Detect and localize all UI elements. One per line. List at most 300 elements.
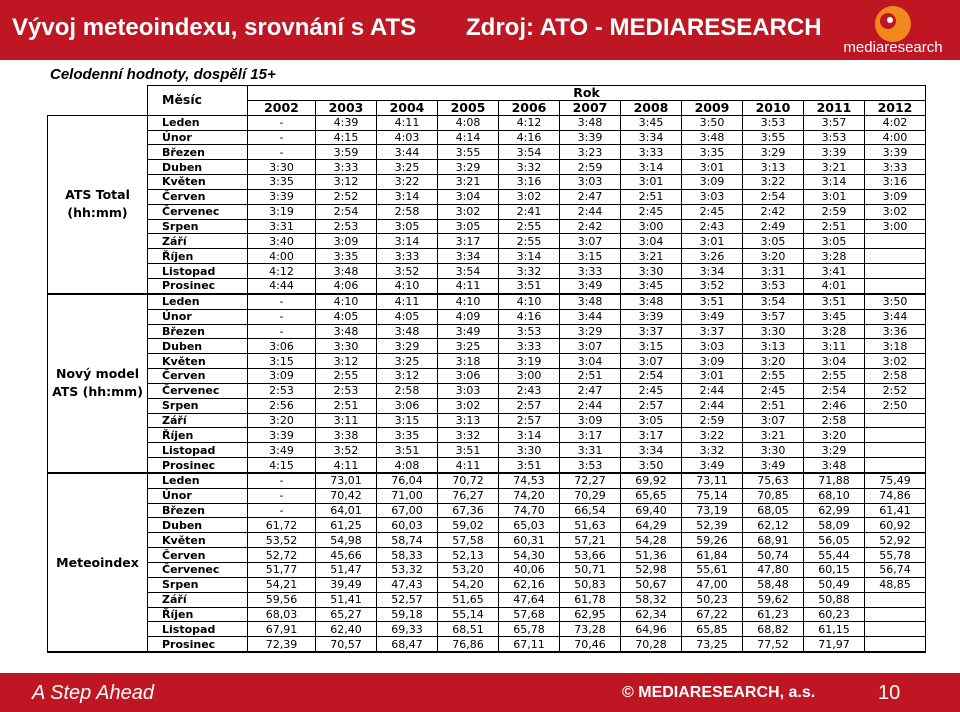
value-cell: 53,20 bbox=[438, 563, 499, 578]
value-cell: 3:39 bbox=[621, 309, 682, 324]
value-cell bbox=[865, 458, 926, 473]
value-cell: 3:25 bbox=[438, 339, 499, 354]
value-cell: 3:39 bbox=[804, 145, 865, 160]
year-cell: 2008 bbox=[621, 100, 682, 115]
value-cell: 3:53 bbox=[560, 458, 621, 473]
value-cell: 3:32 bbox=[499, 264, 560, 279]
value-cell: 3:00 bbox=[499, 369, 560, 384]
month-cell: Srpen bbox=[148, 219, 248, 234]
value-cell: 3:44 bbox=[865, 309, 926, 324]
value-cell: 50,74 bbox=[743, 548, 804, 563]
value-cell bbox=[865, 278, 926, 293]
value-cell: 2:51 bbox=[560, 369, 621, 384]
value-cell: 3:16 bbox=[865, 175, 926, 190]
value-cell: 58,48 bbox=[743, 577, 804, 592]
value-cell: 3:51 bbox=[682, 294, 743, 309]
value-cell: 3:05 bbox=[621, 413, 682, 428]
month-cell: Srpen bbox=[148, 577, 248, 592]
value-cell: 3:02 bbox=[499, 189, 560, 204]
value-cell: 4:00 bbox=[865, 130, 926, 145]
value-cell: 3:17 bbox=[621, 428, 682, 443]
table-row bbox=[48, 294, 926, 309]
value-cell: 3:30 bbox=[248, 160, 316, 175]
value-cell: 3:54 bbox=[743, 294, 804, 309]
table-row bbox=[48, 204, 926, 219]
value-cell: 2:44 bbox=[682, 398, 743, 413]
value-cell: 2:59 bbox=[682, 413, 743, 428]
value-cell: 60,03 bbox=[377, 518, 438, 533]
value-cell: 77,52 bbox=[743, 637, 804, 652]
value-cell: 3:51 bbox=[804, 294, 865, 309]
value-cell: 2:51 bbox=[743, 398, 804, 413]
value-cell: 60,23 bbox=[804, 607, 865, 622]
value-cell: 59,26 bbox=[682, 533, 743, 548]
value-cell: 73,01 bbox=[316, 473, 377, 488]
table-row bbox=[48, 369, 926, 384]
value-cell: 68,91 bbox=[743, 533, 804, 548]
month-header: Měsíc bbox=[148, 86, 248, 116]
value-cell: 50,83 bbox=[560, 577, 621, 592]
month-cell: Leden bbox=[148, 294, 248, 309]
group-label: Meteoindex bbox=[48, 473, 148, 652]
value-cell: 73,11 bbox=[682, 473, 743, 488]
value-cell bbox=[865, 234, 926, 249]
value-cell: 2:47 bbox=[560, 189, 621, 204]
value-cell: 4:08 bbox=[377, 458, 438, 473]
value-cell: 3:51 bbox=[377, 443, 438, 458]
value-cell: 3:13 bbox=[438, 413, 499, 428]
table-row bbox=[48, 219, 926, 234]
table-row bbox=[48, 533, 926, 548]
value-cell: 3:06 bbox=[438, 369, 499, 384]
value-cell: 3:14 bbox=[499, 249, 560, 264]
table-row bbox=[48, 278, 926, 293]
value-cell: 3:09 bbox=[865, 189, 926, 204]
value-cell: 4:10 bbox=[377, 278, 438, 293]
table-subtitle: Celodenní hodnoty, dospělí 15+ bbox=[50, 66, 276, 83]
month-cell: Duben bbox=[148, 160, 248, 175]
value-cell: 3:55 bbox=[743, 130, 804, 145]
value-cell: 3:50 bbox=[865, 294, 926, 309]
value-cell: 3:01 bbox=[682, 234, 743, 249]
value-cell: 4:11 bbox=[377, 294, 438, 309]
month-cell: Září bbox=[148, 234, 248, 249]
value-cell: 3:44 bbox=[377, 145, 438, 160]
value-cell: 3:29 bbox=[560, 324, 621, 339]
value-cell: 65,78 bbox=[499, 622, 560, 637]
month-cell: Listopad bbox=[148, 622, 248, 637]
value-cell: 3:04 bbox=[621, 234, 682, 249]
value-cell: 3:28 bbox=[804, 324, 865, 339]
value-cell: 54,98 bbox=[316, 533, 377, 548]
value-cell: 2:52 bbox=[865, 383, 926, 398]
table-row bbox=[48, 264, 926, 279]
value-cell: - bbox=[248, 145, 316, 160]
value-cell: 3:48 bbox=[316, 324, 377, 339]
value-cell: 3:26 bbox=[682, 249, 743, 264]
value-cell: 40,06 bbox=[499, 563, 560, 578]
value-cell: 3:55 bbox=[438, 145, 499, 160]
value-cell: 3:13 bbox=[743, 160, 804, 175]
table-row bbox=[48, 577, 926, 592]
value-cell: 60,15 bbox=[804, 563, 865, 578]
year-cell: 2009 bbox=[682, 100, 743, 115]
value-cell: 3:02 bbox=[438, 398, 499, 413]
value-cell: - bbox=[248, 294, 316, 309]
value-cell: 70,29 bbox=[560, 488, 621, 503]
value-cell: 3:23 bbox=[560, 145, 621, 160]
value-cell: 2:41 bbox=[499, 204, 560, 219]
value-cell: 76,04 bbox=[377, 473, 438, 488]
value-cell: 4:15 bbox=[248, 458, 316, 473]
value-cell: 3:15 bbox=[560, 249, 621, 264]
value-cell: 3:11 bbox=[804, 339, 865, 354]
value-cell: 69,92 bbox=[621, 473, 682, 488]
value-cell: 74,70 bbox=[499, 503, 560, 518]
table-row bbox=[48, 398, 926, 413]
value-cell: 3:49 bbox=[560, 278, 621, 293]
table-row bbox=[48, 518, 926, 533]
value-cell: 3:45 bbox=[804, 309, 865, 324]
value-cell: 65,27 bbox=[316, 607, 377, 622]
value-cell: 3:15 bbox=[621, 339, 682, 354]
value-cell: 67,11 bbox=[499, 637, 560, 652]
value-cell: 2:42 bbox=[743, 204, 804, 219]
value-cell: 3:25 bbox=[377, 160, 438, 175]
value-cell: 2:58 bbox=[377, 383, 438, 398]
value-cell: 2:54 bbox=[621, 369, 682, 384]
table-row bbox=[48, 324, 926, 339]
value-cell: 3:25 bbox=[377, 354, 438, 369]
value-cell: 53,32 bbox=[377, 563, 438, 578]
value-cell: 3:13 bbox=[743, 339, 804, 354]
table-row bbox=[48, 458, 926, 473]
value-cell: 50,88 bbox=[804, 592, 865, 607]
table-row bbox=[48, 130, 926, 145]
value-cell: 3:52 bbox=[682, 278, 743, 293]
value-cell: 2:55 bbox=[499, 234, 560, 249]
value-cell: 3:14 bbox=[804, 175, 865, 190]
value-cell: 74,53 bbox=[499, 473, 560, 488]
table-row bbox=[48, 115, 926, 130]
value-cell: 2:53 bbox=[248, 383, 316, 398]
value-cell: 3:37 bbox=[621, 324, 682, 339]
month-cell: Únor bbox=[148, 488, 248, 503]
table-row bbox=[48, 354, 926, 369]
month-cell: Březen bbox=[148, 503, 248, 518]
value-cell bbox=[865, 607, 926, 622]
value-cell: 39,49 bbox=[316, 577, 377, 592]
value-cell: 2:54 bbox=[316, 204, 377, 219]
value-cell: 3:59 bbox=[316, 145, 377, 160]
month-cell: Leden bbox=[148, 473, 248, 488]
year-cell: 2004 bbox=[377, 100, 438, 115]
value-cell: 3:33 bbox=[865, 160, 926, 175]
value-cell: 4:10 bbox=[316, 294, 377, 309]
value-cell: 54,20 bbox=[438, 577, 499, 592]
value-cell: 3:49 bbox=[682, 309, 743, 324]
value-cell: 3:53 bbox=[499, 324, 560, 339]
value-cell: 3:33 bbox=[621, 145, 682, 160]
value-cell: 3:21 bbox=[743, 428, 804, 443]
value-cell: 51,65 bbox=[438, 592, 499, 607]
value-cell bbox=[865, 249, 926, 264]
value-cell: 3:39 bbox=[248, 189, 316, 204]
value-cell: 60,92 bbox=[865, 518, 926, 533]
value-cell: 3:39 bbox=[865, 145, 926, 160]
value-cell: 3:32 bbox=[499, 160, 560, 175]
value-cell: 2:51 bbox=[621, 189, 682, 204]
month-cell: Říjen bbox=[148, 607, 248, 622]
value-cell: 3:14 bbox=[621, 160, 682, 175]
value-cell: 3:33 bbox=[377, 249, 438, 264]
month-cell: Srpen bbox=[148, 398, 248, 413]
value-cell: 3:49 bbox=[682, 458, 743, 473]
value-cell: 3:31 bbox=[560, 443, 621, 458]
value-cell: 3:07 bbox=[560, 234, 621, 249]
month-cell: Květen bbox=[148, 533, 248, 548]
value-cell: 3:32 bbox=[438, 428, 499, 443]
footer-bar bbox=[0, 673, 960, 712]
table-row bbox=[48, 413, 926, 428]
value-cell: 51,63 bbox=[560, 518, 621, 533]
value-cell: 4:12 bbox=[499, 115, 560, 130]
footer-slogan: A Step Ahead bbox=[32, 682, 154, 704]
value-cell: 2:57 bbox=[499, 398, 560, 413]
month-cell: Říjen bbox=[148, 428, 248, 443]
value-cell: 4:05 bbox=[377, 309, 438, 324]
value-cell: 65,85 bbox=[682, 622, 743, 637]
table-row bbox=[48, 189, 926, 204]
value-cell: 3:52 bbox=[377, 264, 438, 279]
value-cell: 4:11 bbox=[438, 278, 499, 293]
value-cell: 58,33 bbox=[377, 548, 438, 563]
value-cell: 75,63 bbox=[743, 473, 804, 488]
copyright-text: © MEDIARESEARCH, a.s. bbox=[622, 684, 816, 701]
value-cell: 67,00 bbox=[377, 503, 438, 518]
value-cell: 59,02 bbox=[438, 518, 499, 533]
value-cell: 51,36 bbox=[621, 548, 682, 563]
value-cell: 75,14 bbox=[682, 488, 743, 503]
month-cell: Červenec bbox=[148, 383, 248, 398]
value-cell: 4:00 bbox=[248, 249, 316, 264]
value-cell: 4:01 bbox=[804, 278, 865, 293]
value-cell: 3:35 bbox=[377, 428, 438, 443]
month-cell: Říjen bbox=[148, 249, 248, 264]
value-cell: 64,01 bbox=[316, 503, 377, 518]
value-cell: 3:49 bbox=[743, 458, 804, 473]
value-cell: 2:58 bbox=[865, 369, 926, 384]
month-cell: Listopad bbox=[148, 264, 248, 279]
value-cell: 54,30 bbox=[499, 548, 560, 563]
value-cell: 71,88 bbox=[804, 473, 865, 488]
value-cell: 3:20 bbox=[743, 249, 804, 264]
value-cell: 68,82 bbox=[743, 622, 804, 637]
value-cell: 67,22 bbox=[682, 607, 743, 622]
value-cell: 2:43 bbox=[499, 383, 560, 398]
value-cell: 56,74 bbox=[865, 563, 926, 578]
value-cell: 51,47 bbox=[316, 563, 377, 578]
value-cell: 3:01 bbox=[682, 160, 743, 175]
value-cell: 70,28 bbox=[621, 637, 682, 652]
value-cell: 3:00 bbox=[621, 219, 682, 234]
value-cell: 3:05 bbox=[743, 234, 804, 249]
value-cell: 3:51 bbox=[499, 458, 560, 473]
value-cell: 69,40 bbox=[621, 503, 682, 518]
value-cell: 52,92 bbox=[865, 533, 926, 548]
year-header: Rok bbox=[248, 86, 926, 101]
value-cell bbox=[865, 622, 926, 637]
value-cell: 47,80 bbox=[743, 563, 804, 578]
value-cell: 3:48 bbox=[621, 294, 682, 309]
table-row bbox=[48, 607, 926, 622]
table-row bbox=[48, 309, 926, 324]
month-cell: Březen bbox=[148, 145, 248, 160]
value-cell: 3:34 bbox=[438, 249, 499, 264]
value-cell: 3:39 bbox=[248, 428, 316, 443]
value-cell: 3:33 bbox=[560, 264, 621, 279]
value-cell: 2:55 bbox=[743, 369, 804, 384]
value-cell: 3:01 bbox=[682, 369, 743, 384]
value-cell: 62,40 bbox=[316, 622, 377, 637]
value-cell: 4:16 bbox=[499, 130, 560, 145]
value-cell: 3:09 bbox=[560, 413, 621, 428]
value-cell: 2:59 bbox=[560, 160, 621, 175]
table-row bbox=[48, 473, 926, 488]
month-cell: Červenec bbox=[148, 563, 248, 578]
month-cell: Květen bbox=[148, 354, 248, 369]
table-row bbox=[48, 637, 926, 652]
value-cell: 61,41 bbox=[865, 503, 926, 518]
group-label: ATS Total (hh:mm) bbox=[48, 115, 148, 294]
table-row bbox=[48, 339, 926, 354]
table-row bbox=[48, 443, 926, 458]
value-cell: 51,41 bbox=[316, 592, 377, 607]
value-cell: 2:58 bbox=[804, 413, 865, 428]
value-cell: 2:45 bbox=[682, 204, 743, 219]
value-cell: 2:57 bbox=[499, 413, 560, 428]
value-cell: 71,97 bbox=[804, 637, 865, 652]
value-cell: 3:50 bbox=[621, 458, 682, 473]
value-cell: 52,13 bbox=[438, 548, 499, 563]
value-cell: 2:59 bbox=[804, 204, 865, 219]
value-cell: 4:11 bbox=[438, 458, 499, 473]
value-cell: 3:33 bbox=[499, 339, 560, 354]
year-cell: 2005 bbox=[438, 100, 499, 115]
value-cell: 3:48 bbox=[560, 294, 621, 309]
value-cell: 4:12 bbox=[248, 264, 316, 279]
table-row bbox=[48, 563, 926, 578]
value-cell: 3:49 bbox=[438, 324, 499, 339]
source-label: Zdroj: ATO - MEDIARESEARCH bbox=[466, 14, 822, 41]
group-label: Nový model ATS (hh:mm) bbox=[48, 294, 148, 473]
year-cell: 2006 bbox=[499, 100, 560, 115]
value-cell: 2:53 bbox=[316, 219, 377, 234]
table-row bbox=[48, 503, 926, 518]
value-cell: 3:17 bbox=[438, 234, 499, 249]
value-cell: 3:28 bbox=[804, 249, 865, 264]
value-cell: - bbox=[248, 473, 316, 488]
value-cell: 61,78 bbox=[560, 592, 621, 607]
value-cell bbox=[865, 443, 926, 458]
value-cell: 3:19 bbox=[499, 354, 560, 369]
value-cell: 2:45 bbox=[621, 204, 682, 219]
value-cell: 3:09 bbox=[248, 369, 316, 384]
value-cell: 3:12 bbox=[316, 354, 377, 369]
value-cell: 2:54 bbox=[743, 189, 804, 204]
value-cell: 3:30 bbox=[743, 324, 804, 339]
value-cell: 68,05 bbox=[743, 503, 804, 518]
value-cell: 52,39 bbox=[682, 518, 743, 533]
value-cell: 72,27 bbox=[560, 473, 621, 488]
value-cell: 50,49 bbox=[804, 577, 865, 592]
value-cell: 3:51 bbox=[438, 443, 499, 458]
value-cell: 3:48 bbox=[377, 324, 438, 339]
month-cell: Červen bbox=[148, 369, 248, 384]
value-cell: 52,72 bbox=[248, 548, 316, 563]
month-cell: Červen bbox=[148, 548, 248, 563]
value-cell: 3:05 bbox=[438, 219, 499, 234]
value-cell: 3:03 bbox=[682, 339, 743, 354]
value-cell: 50,67 bbox=[621, 577, 682, 592]
svg-text:mediaresearch: mediaresearch bbox=[843, 39, 943, 56]
value-cell: 47,64 bbox=[499, 592, 560, 607]
table-row bbox=[48, 592, 926, 607]
value-cell: 3:34 bbox=[621, 130, 682, 145]
value-cell: 3:30 bbox=[743, 443, 804, 458]
month-cell: Červen bbox=[148, 189, 248, 204]
value-cell: 4:44 bbox=[248, 278, 316, 293]
value-cell: 4:10 bbox=[438, 294, 499, 309]
value-cell: 3:30 bbox=[499, 443, 560, 458]
table-row bbox=[48, 234, 926, 249]
table-row bbox=[48, 145, 926, 160]
month-cell: Prosinec bbox=[148, 278, 248, 293]
value-cell: 74,20 bbox=[499, 488, 560, 503]
value-cell: 3:15 bbox=[248, 354, 316, 369]
value-cell: 3:33 bbox=[316, 160, 377, 175]
value-cell: 3:48 bbox=[682, 130, 743, 145]
year-cell: 2007 bbox=[560, 100, 621, 115]
month-cell: Prosinec bbox=[148, 637, 248, 652]
value-cell: 3:45 bbox=[621, 115, 682, 130]
month-cell: Listopad bbox=[148, 443, 248, 458]
value-cell: 2:47 bbox=[560, 383, 621, 398]
value-cell: 52,57 bbox=[377, 592, 438, 607]
value-cell: 3:20 bbox=[804, 428, 865, 443]
value-cell: 2:44 bbox=[560, 204, 621, 219]
value-cell: 3:21 bbox=[804, 160, 865, 175]
value-cell: 62,16 bbox=[499, 577, 560, 592]
year-cell: 2010 bbox=[743, 100, 804, 115]
year-cell: 2012 bbox=[865, 100, 926, 115]
value-cell: 3:48 bbox=[560, 115, 621, 130]
value-cell: 3:53 bbox=[743, 278, 804, 293]
value-cell: 3:30 bbox=[316, 339, 377, 354]
value-cell: 3:14 bbox=[499, 428, 560, 443]
table-row bbox=[48, 622, 926, 637]
value-cell: 3:19 bbox=[248, 204, 316, 219]
value-cell: 71,00 bbox=[377, 488, 438, 503]
value-cell: 48,85 bbox=[865, 577, 926, 592]
value-cell: 76,27 bbox=[438, 488, 499, 503]
value-cell: 61,15 bbox=[804, 622, 865, 637]
value-cell: 3:21 bbox=[438, 175, 499, 190]
value-cell: 2:55 bbox=[804, 369, 865, 384]
value-cell: 2:45 bbox=[743, 383, 804, 398]
month-cell: Únor bbox=[148, 130, 248, 145]
value-cell: 73,25 bbox=[682, 637, 743, 652]
